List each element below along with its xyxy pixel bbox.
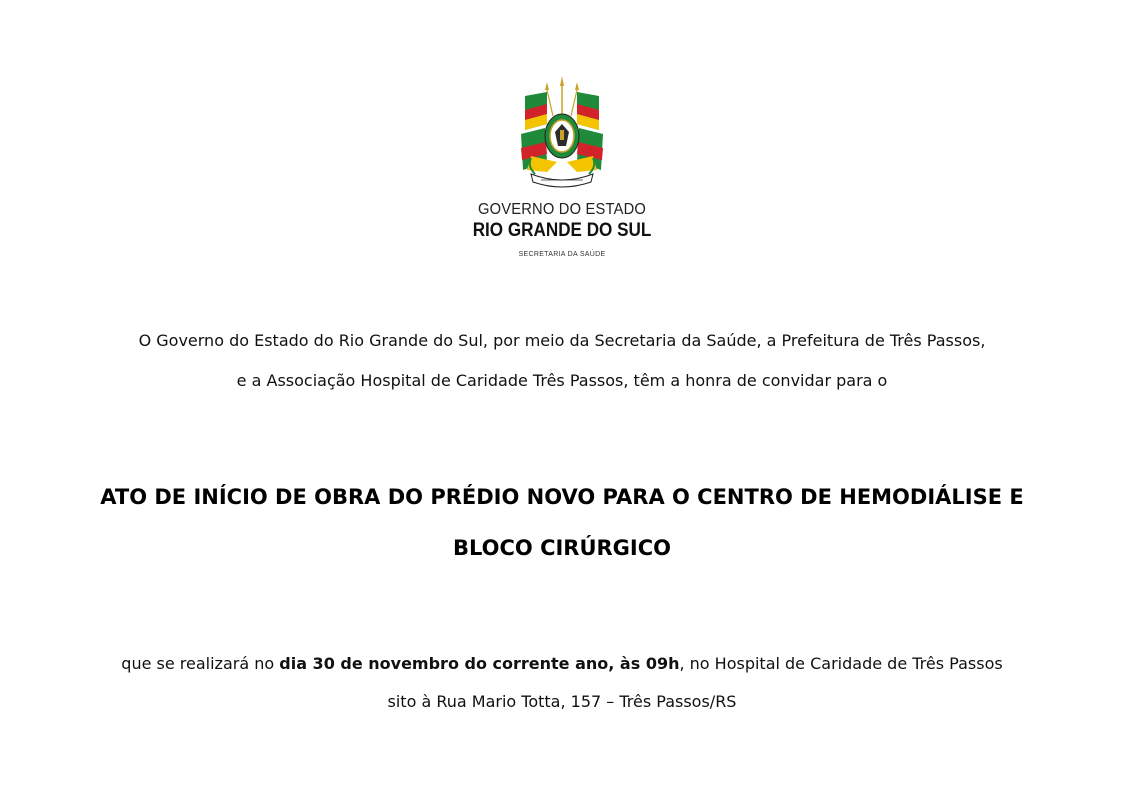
date-prefix: que se realizará no xyxy=(121,654,280,673)
event-address: sito à Rua Mario Totta, 157 – Três Passos/RS xyxy=(387,692,737,711)
event-venue: , no Hospital de Caridade de Três Passos xyxy=(679,654,1003,673)
state-name: RIO GRANDE DO SUL xyxy=(472,220,652,241)
government-title: GOVERNO DO ESTADO xyxy=(477,201,647,218)
event-date-line xyxy=(0,654,1124,673)
state-coat-of-arms-icon xyxy=(517,74,607,194)
event-title-line-1: ATO DE INÍCIO DE OBRA DO PRÉDIO NOVO PARA O CENTRO DE HEMODIÁLISE E xyxy=(100,485,1024,509)
intro-line-1: O Governo do Estado do Rio Grande do Sul, por meio da Secretaria da Saúde, a Prefeitura de Três Passos, xyxy=(138,331,986,350)
government-logo xyxy=(0,74,1124,259)
event-date: dia 30 de novembro do corrente ano, às 09h xyxy=(279,654,680,673)
event-title-line-2: BLOCO CIRÚRGICO xyxy=(453,536,671,560)
intro-line-2: e a Associação Hospital de Caridade Três Passos, têm a honra de convidar para o xyxy=(236,371,888,390)
department-name: SECRETARIA DA SAÚDE xyxy=(518,251,606,258)
